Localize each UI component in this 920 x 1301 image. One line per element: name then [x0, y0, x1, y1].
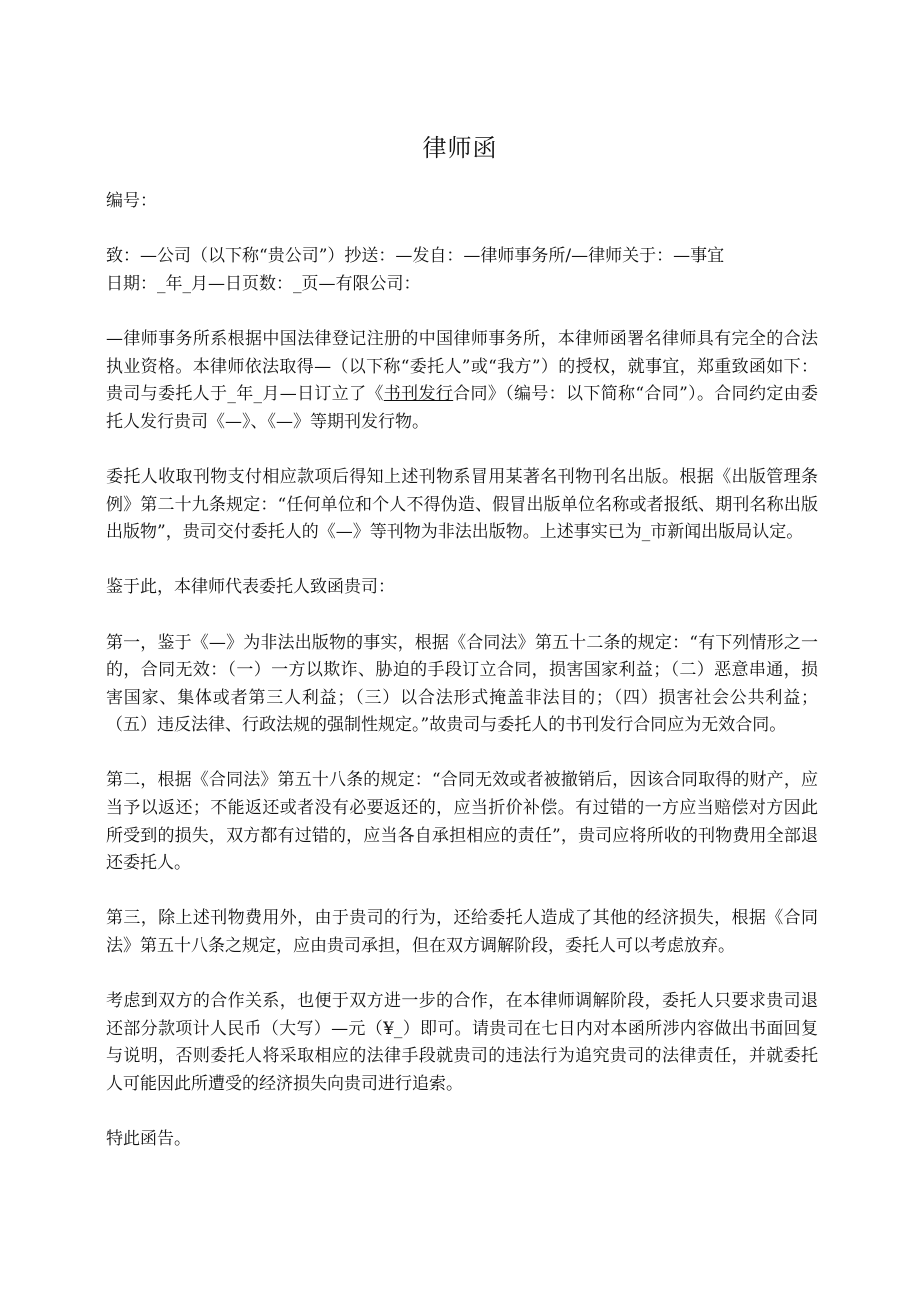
serial-number-line: 编号： [106, 191, 157, 211]
paragraph-facts: 委托人收取刊物支付相应款项后得知上述刊物系冒用某著名刊物刊名出版。根据《出版管理条例》第二十九条规定：“任何单位和个人不得伪造、假冒出版单位名称或者报纸、期刊名称出版出版物”，贵司交付委托人的《—》等刊物为非法出版物。上述事实已为_市新闻出版局认定。 [106, 466, 818, 543]
underlined-contract-type: 书刊发行 [383, 384, 454, 405]
paragraph-demand: 考虑到双方的合作关系，也便于双方进一步的合作，在本律师调解阶段，委托人只要求贵司退还部分款项计人民币（大写）—元（¥_）即可。请贵司在七日内对本函所涉内容做出书面回复与说明，否则委托人将采取相应的法律手段就贵司的违法行为追究贵司的法律责任，并就委托人可能因此所遭受的经济损失向贵司进行追索。 [106, 991, 818, 1094]
paragraph-point-three: 第三，除上述刊物费用外，由于贵司的行为，还给委托人造成了其他的经济损失，根据《合同法》第五十八条之规定，应由贵司承担，但在双方调解阶段，委托人可以考虑放弃。 [106, 908, 818, 957]
intro-text-end: 合同》（编号：以下简称“合同”）。合同约定由委托人发行贵司《—》、《—》等期刊发行物。 [106, 384, 818, 432]
paragraph-point-two: 第二，根据《合同法》第五十八条的规定：“合同无效或者被撤销后，因该合同取得的财产，应当予以返还；不能返还或者没有必要返还的，应当折价补偿。有过错的一方应当赔偿对方因此所受到的损失，双方都有过错的，应当各自承担相应的责任”，贵司应将所收的刊物费用全部退还委托人。 [106, 770, 818, 874]
header-recipient-line: 致：—公司（以下称“贵公司”）抄送：—发自：—律师事务所/—律师关于：—事宜 [106, 246, 725, 267]
closing-line: 特此函告。 [106, 1129, 191, 1150]
intro-text-start: —律师事务所系根据中国法律登记注册的中国律师事务所，本律师函署名律师具有完全的合法执业资格。本律师依法取得—（以下称“委托人”或“我方”）的授权，就事宜，郑重致函如下：贵司与委托人于_年_月—日订立了《 [106, 328, 818, 405]
letter-title: 律师函 [422, 134, 498, 162]
letter-body [106, 188, 818, 1181]
paragraph-point-one: 第一，鉴于《—》为非法出版物的事实，根据《合同法》第五十二条的规定：“有下列情形之一的，合同无效：（一）一方以欺诈、胁迫的手段订立合同，损害国家利益；（二）恶意串通，损害国家、集体或者第三人利益；（三）以合法形式掩盖非法目的；（四）损害社会公共利益；（五）违反法律、行政法规的强制性规定。”故贵司与委托人的书刊发行合同应为无效合同。 [106, 632, 818, 736]
paragraph-transition: 鉴于此，本律师代表委托人致函贵司： [106, 577, 395, 598]
paragraph-introduction [106, 326, 818, 436]
header-date-line: 日期：_年_月—日页数：_页—有限公司： [106, 273, 421, 294]
letter-header-block [106, 243, 818, 298]
